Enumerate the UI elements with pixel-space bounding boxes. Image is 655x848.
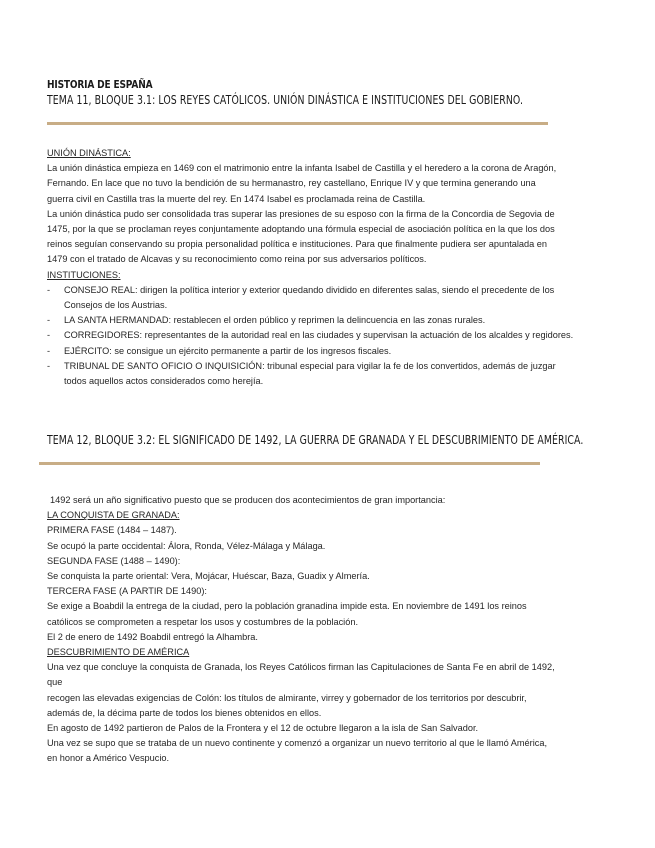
paragraph-line: La unión dinástica empieza en 1469 con el matrimonio entre la infanta Isabel de Castilla y el heredero a la corona de Aragón, (47, 163, 557, 174)
bullet-dash: - (47, 315, 51, 326)
paragraph-line: recogen las elevadas exigencias de Colón: los títulos de almirante, virrey y gobernador de los territorios por descubrir, (47, 692, 527, 703)
instituciones-heading: INSTITUCIONES: (47, 269, 121, 280)
list-item-text: CONSEJO REAL: dirigen la política interior y exterior quedando dividido en diferentes salas, siendo el precedente de los (64, 284, 555, 295)
document-header (47, 79, 627, 108)
conquista-heading: LA CONQUISTA DE GRANADA: (47, 510, 180, 521)
section-divider (47, 122, 548, 125)
intro-line: 1492 será un año significativo puesto que se producen dos acontecimientos de gran importancia: (50, 495, 446, 505)
bullet-dash: - (47, 360, 51, 371)
section-divider (39, 462, 540, 465)
paragraph-line: guerra civil en Castilla tras la muerte del rey. En 1474 Isabel es proclamada reina de Castilla. (47, 193, 426, 204)
paragraph-line: Se exige a Boabdil la entrega de la ciudad, pero la población granadina impide esta. En noviembre de 1491 los reinos (47, 601, 527, 612)
bullet-dash: - (47, 284, 51, 295)
fase-2-title: SEGUNDA FASE (1488 – 1490): (47, 555, 181, 566)
paragraph-line: reinos seguían conservando su propia personalidad política e instituciones. Para que finalmente pudiera ser apuntalada en (47, 239, 548, 250)
union-dinastica-heading: UNIÓN DINÁSTICA: (47, 148, 131, 158)
document-title: HISTORIA DE ESPAÑA (47, 79, 153, 91)
paragraph-line: en honor a Américo Vespucio. (47, 753, 170, 764)
fase-1-text: Se ocupó la parte occidental: Álora, Ronda, Vélez-Málaga y Málaga. (47, 540, 326, 551)
descubrimiento-heading: DESCUBRIMIENTO DE AMÉRICA (47, 647, 190, 658)
list-item-santa-hermandad (47, 313, 612, 328)
list-item-text: EJÉRCITO: se consigue un ejército permanente a partir de los ingresos fiscales. (64, 345, 392, 356)
paragraph-line: El 2 de enero de 1492 Boabdil entregó la Alhambra. (47, 631, 258, 642)
tema-12-heading-wrap (47, 432, 655, 448)
paragraph-line: La unión dinástica pudo ser consolidada tras superar las presiones de su esposo con la firma de la Concordia de Segovia de (47, 208, 555, 219)
paragraph-line: Fernando. En lace que no tuvo la bendición de su hermanastro, rey castellano, Enrique IV y que termina generando una (47, 178, 536, 189)
list-item-continuation: todos aquellos actos considerados como herejía. (64, 376, 264, 387)
section-1492 (47, 493, 612, 767)
list-item-ejercito (47, 344, 612, 359)
tema-11-heading: TEMA 11, BLOQUE 3.1: LOS REYES CATÓLICOS. UNIÓN DINÁSTICA E INSTITUCIONES DEL GOBIERNO. (47, 93, 524, 107)
fase-2-text: Se conquista la parte oriental: Vera, Mojácar, Huéscar, Baza, Guadix y Almería. (47, 571, 370, 582)
list-item-inquisicion (47, 359, 612, 374)
list-item-text: TRIBUNAL DE SANTO OFICIO O INQUISICIÓN: tribunal especial para vigilar la fe de los convertidos, además de juzgar (64, 360, 556, 371)
fase-3-title: TERCERA FASE (A PARTIR DE 1490): (47, 586, 207, 597)
tema-12-heading: TEMA 12, BLOQUE 3.2: EL SIGNIFICADO DE 1492, LA GUERRA DE GRANADA Y EL DESCUBRIMIENTO DE AMÉRICA. (47, 433, 584, 447)
list-item-text: LA SANTA HERMANDAD: restablecen el orden público y reprimen la delincuencia en las zonas rurales. (64, 315, 486, 326)
list-item-continuation: Consejos de los Austrias. (64, 300, 168, 311)
paragraph-line: Una vez se supo que se trataba de un nuevo continente y comenzó a organizar un nuevo territorio al que le llamó América, (47, 738, 547, 749)
list-item-corregidores (47, 328, 612, 343)
paragraph-line: que (47, 677, 63, 688)
paragraph-line: 1475, por la que se proclaman reyes conjuntamente adoptando una fórmula especial de asociación política en la que los dos (47, 224, 555, 235)
fase-1-title: PRIMERA FASE (1484 – 1487). (47, 525, 177, 536)
paragraph-line: católicos se comprometen a respetar los usos y costumbres de la población. (47, 616, 358, 627)
paragraph-line: Una vez que concluye la conquista de Granada, los Reyes Católicos firman las Capitulaciones de Santa Fe en abril de 1492, (47, 662, 555, 673)
section-union-dinastica (47, 146, 612, 389)
paragraph-line: 1479 con el tratado de Alcavas y su reconocimiento como reina por sus adversarios políticos. (47, 254, 427, 265)
paragraph-line: además de, la décima parte de todos los bienes obtenidos en ellos. (47, 707, 322, 718)
paragraph-line: En agosto de 1492 partieron de Palos de la Frontera y el 12 de octubre llegaron a la isla de San Salvador. (47, 723, 479, 734)
list-item-text: CORREGIDORES: representantes de la autoridad real en las ciudades y supervisan la actuación de los alcaldes y regidores. (64, 330, 574, 341)
list-item-consejo-real (47, 283, 612, 298)
bullet-dash: - (47, 345, 51, 356)
bullet-dash: - (47, 330, 51, 341)
